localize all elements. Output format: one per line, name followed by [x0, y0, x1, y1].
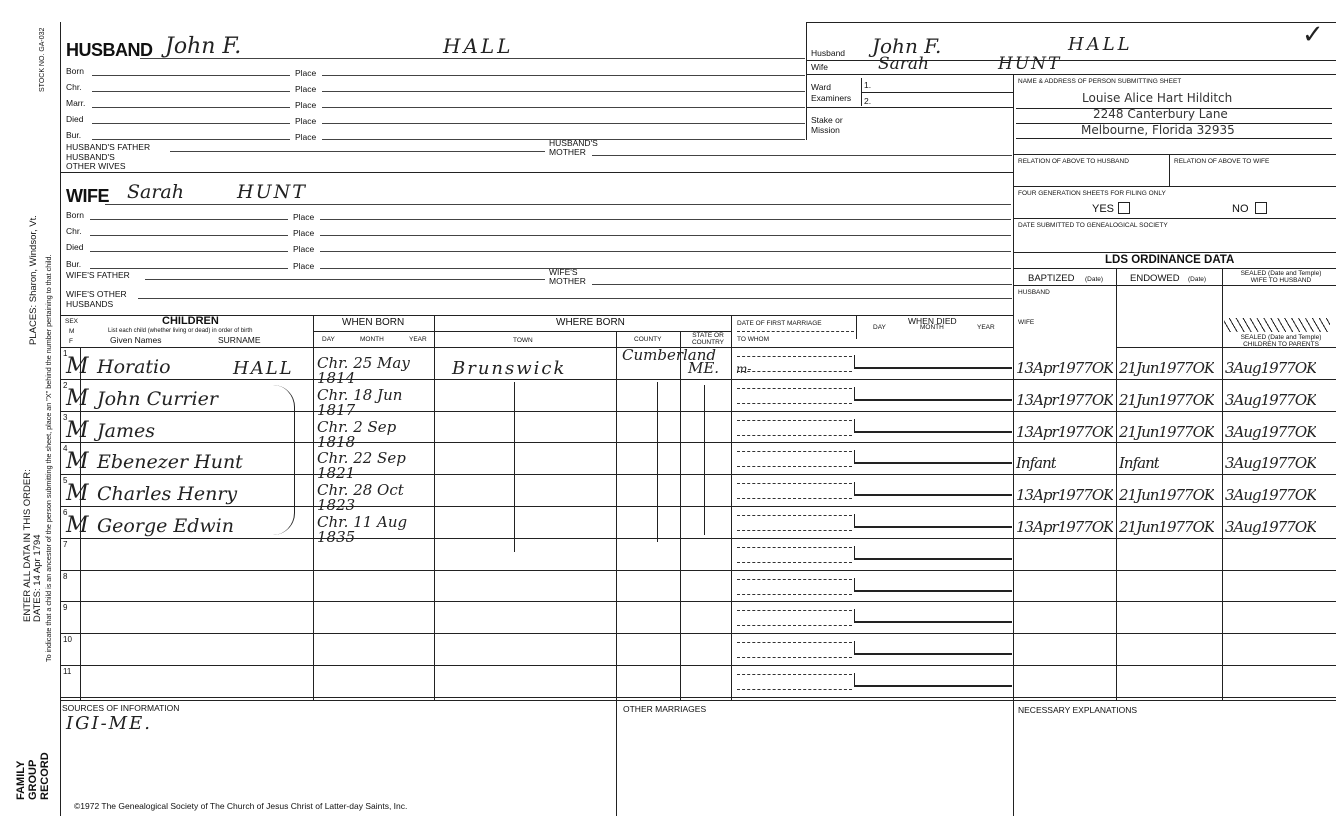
child-given-name: John Currier	[97, 387, 218, 410]
box-wife-surname: HUNT	[998, 54, 1062, 74]
surname-label: SURNAME	[218, 335, 261, 345]
ditto-line-state	[704, 385, 705, 535]
husband-mother-label: HUSBAND'S MOTHER	[549, 138, 598, 157]
child-number: 9	[63, 603, 68, 613]
child-number: 11	[63, 667, 72, 676]
child-given-name: Charles Henry	[97, 483, 238, 506]
given-names-label: Given Names	[110, 335, 162, 345]
child-birth-town: Brunswick	[452, 358, 567, 379]
husband-father-label: HUSBAND'S FATHER	[66, 142, 151, 152]
endowed-label: ENDOWED	[1130, 273, 1180, 284]
lds-husband-label: HUSBAND	[1018, 289, 1050, 296]
child-birth-date: Chr. 22 Sep 1821	[317, 449, 406, 483]
other-marriages-label: OTHER MARRIAGES	[623, 704, 707, 714]
stock-number: STOCK NO. GA-032	[39, 27, 46, 92]
child-endowed: 21Jun1977OK	[1119, 359, 1215, 377]
sex-label: SEX	[65, 318, 79, 325]
wife-place-label: Place	[293, 261, 315, 271]
child-sealed: 3Aug1977OK	[1225, 359, 1317, 377]
baptized-label: BAPTIZED	[1028, 273, 1075, 284]
child-given-name: Ebenezer Hunt	[97, 451, 243, 474]
no-checkbox[interactable]	[1255, 202, 1267, 214]
child-sealed: 3Aug1977OK	[1225, 518, 1317, 536]
child-endowed: 21Jun1977OK	[1119, 422, 1215, 441]
form-title: FAMILY	[15, 760, 27, 800]
children-note: List each child (whether living or dead) in order of birth	[108, 328, 253, 334]
child-surname: HALL	[233, 358, 294, 379]
box-wife-given: Sarah	[878, 54, 929, 74]
child-baptized: 13Apr1977OK	[1016, 486, 1114, 505]
child-endowed: 21Jun1977OK	[1119, 390, 1215, 409]
child-sex: M	[66, 417, 89, 443]
form-title-2: GROUP	[27, 759, 39, 800]
child-number: 7	[63, 539, 68, 549]
submitter-label: NAME & ADDRESS OF PERSON SUBMITTING SHEET	[1018, 78, 1182, 85]
child-endowed: 21Jun1977OK	[1119, 518, 1215, 536]
child-baptized: 13Apr1977OK	[1016, 359, 1114, 377]
child-birth-date: Chr. 2 Sep 1818	[317, 417, 397, 451]
examiners-label: Examiners	[811, 93, 852, 103]
husband-place-label: Place	[295, 84, 317, 94]
enter-all-instruction: ENTER ALL DATA IN THIS ORDER:	[22, 469, 33, 622]
child-birth-date: Chr. 25 May 1814	[317, 354, 410, 387]
ditto-line-county	[657, 382, 658, 542]
endowed-date-note: (Date)	[1188, 276, 1207, 283]
stake-label: Stake or Mission	[811, 115, 843, 135]
child-baptized: Infant	[1016, 454, 1056, 473]
lds-wife-label: WIFE	[1018, 319, 1035, 326]
wife-place-label: Place	[293, 228, 315, 238]
child-sex: M	[66, 449, 89, 475]
sealed-hatch	[1224, 318, 1330, 332]
husband-marr-label: Marr.	[66, 98, 86, 108]
sealed-wife-label: SEALED (Date and Temple) WIFE TO HUSBAND	[1240, 270, 1322, 284]
husband-surname: HALL	[443, 34, 514, 58]
submitter-city: Melbourne, Florida 32935	[1081, 123, 1235, 137]
check-mark: ✓	[1302, 20, 1324, 50]
top-border	[806, 22, 1336, 23]
child-given-name: George Edwin	[97, 515, 234, 537]
date-submitted-label: DATE SUBMITTED TO GENEALOGICAL SOCIETY	[1018, 222, 1168, 229]
wife-given: Sarah	[127, 181, 184, 203]
sex-f: F	[69, 338, 73, 345]
baptized-date-note: (Date)	[1085, 276, 1104, 283]
when-born-label: WHEN BORN	[342, 317, 405, 328]
born-month: MONTH	[360, 336, 384, 343]
husband-given: John F.	[165, 34, 242, 59]
wife-chr-label: Chr.	[66, 226, 82, 236]
died-day: DAY	[873, 324, 886, 331]
relation-wife-label: RELATION OF ABOVE TO WIFE	[1174, 158, 1270, 165]
child-given-name: James	[97, 419, 155, 442]
child-baptized: 13Apr1977OK	[1016, 390, 1114, 409]
husband-other-wives-label: HUSBAND'S OTHER WIVES	[66, 152, 126, 171]
sources-label: SOURCES OF INFORMATION	[62, 703, 180, 713]
ditto-line-names	[273, 385, 295, 535]
child-number: 10	[63, 635, 72, 645]
ditto-line-town	[514, 382, 515, 552]
born-day: DAY	[322, 336, 335, 343]
when-died-label: WHEN DIED	[908, 316, 957, 326]
child-birth-state: ME.	[688, 359, 720, 377]
husband-place-label: Place	[295, 68, 317, 78]
lds-title: LDS ORDINANCE DATA	[1105, 254, 1235, 266]
child-sealed: 3Aug1977OK	[1225, 486, 1317, 505]
husband-place-label: Place	[295, 100, 317, 110]
child-baptized: 13Apr1977OK	[1016, 422, 1114, 441]
examiner-2: 2.	[864, 96, 872, 106]
child-number: 4	[63, 444, 68, 454]
child-number: 3	[63, 412, 68, 422]
county-label: COUNTY	[634, 336, 662, 343]
yes-checkbox[interactable]	[1118, 202, 1130, 214]
box-husband-label: Husband	[811, 48, 846, 58]
sealed-children-label: SEALED (Date and Temple) CHILDREN TO PARENTS	[1240, 334, 1322, 348]
box-husband-given: John F.	[872, 34, 942, 58]
child-sealed: 3Aug1977OK	[1225, 454, 1317, 473]
husband-place-label: Place	[295, 132, 317, 142]
child-number: 5	[63, 476, 68, 486]
child-birth-date: Chr. 28 Oct 1823	[317, 481, 404, 515]
center-divider	[806, 22, 807, 140]
wife-father-label: WIFE'S FATHER	[66, 270, 130, 280]
submitter-street: 2248 Canterbury Lane	[1093, 107, 1228, 121]
wife-place-label: Place	[293, 244, 315, 254]
yes-label: YES	[1092, 203, 1115, 215]
child-number: 1	[63, 349, 68, 358]
examiner-1: 1.	[864, 80, 872, 90]
child-endowed: 21Jun1977OK	[1119, 486, 1215, 505]
box-husband-surname: HALL	[1068, 34, 1133, 55]
wife-other-husbands-label: WIFE'S OTHER HUSBANDS	[66, 289, 127, 309]
wife-bur-label: Bur.	[66, 259, 82, 269]
child-endowed: Infant	[1119, 454, 1159, 473]
first-marriage-label: DATE OF FIRST MARRIAGE	[737, 320, 822, 327]
husband-died-label: Died	[66, 114, 84, 124]
children-label: CHILDREN	[162, 315, 219, 327]
child-sex: M	[66, 481, 89, 507]
wife-surname: HUNT	[237, 181, 307, 203]
child-baptized: 13Apr1977OK	[1016, 518, 1114, 536]
child-number: 8	[63, 571, 68, 581]
born-year: YEAR	[409, 336, 427, 343]
submitter-name: Louise Alice Hart Hilditch	[1082, 91, 1233, 105]
child-birth-date: Chr. 11 Aug 1835	[317, 513, 408, 546]
wife-label: WIFE	[66, 186, 109, 206]
four-gen-label: FOUR GENERATION SHEETS FOR FILING ONLY	[1018, 190, 1166, 197]
wife-died-label: Died	[66, 242, 84, 252]
ward-label: Ward	[811, 82, 831, 92]
died-year: YEAR	[977, 324, 995, 331]
child-given-name: Horatio	[97, 356, 171, 378]
necessary-explanations-label: NECESSARY EXPLANATIONS	[1018, 705, 1138, 715]
husband-label: HUSBAND	[66, 40, 153, 60]
husband-chr-label: Chr.	[66, 82, 82, 92]
husband-born-label: Born	[66, 66, 84, 76]
places-instruction: PLACES: Sharon, Windsor, Vt.	[28, 215, 39, 345]
child-marriage: m-	[736, 362, 752, 376]
wife-place-label: Place	[293, 212, 315, 222]
child-sex: M	[66, 385, 89, 411]
copyright: ©1972 The Genealogical Society of The Church of Jesus Christ of Latter-day Saints, Inc.	[74, 801, 408, 811]
wife-mother-label: WIFE'S MOTHER	[549, 267, 586, 286]
sources-value: IGI-ME.	[66, 713, 152, 734]
died-month: MONTH	[920, 324, 944, 331]
husband-bur-label: Bur.	[66, 130, 82, 140]
child-sex: M	[66, 354, 89, 379]
child-sealed: 3Aug1977OK	[1225, 422, 1317, 441]
child-birth-county: Cumberland	[622, 346, 717, 364]
child-number: 2	[63, 380, 68, 390]
to-whom-label: TO WHOM	[737, 336, 770, 343]
child-sex: M	[66, 513, 89, 538]
wife-born-label: Born	[66, 210, 84, 220]
relation-husband-label: RELATION OF ABOVE TO HUSBAND	[1018, 158, 1129, 165]
child-number: 6	[63, 508, 68, 517]
child-birth-date: Chr. 18 Jun 1817	[317, 385, 403, 419]
state-label: STATE OR COUNTRY	[691, 332, 725, 346]
where-born-label: WHERE BORN	[556, 317, 625, 328]
ancestor-instruction: To indicate that a child is an ancestor of the person submitting the sheet, place an "X" behind the number pertaining to that child.	[44, 254, 53, 662]
husband-place-label: Place	[295, 116, 317, 126]
no-label: NO	[1232, 203, 1249, 215]
sex-m: M	[69, 328, 75, 335]
box-wife-label: Wife	[811, 62, 828, 72]
child-sealed: 3Aug1977OK	[1225, 390, 1317, 409]
town-label: TOWN	[513, 337, 533, 344]
dates-instruction: DATES: 14 Apr 1794	[32, 534, 43, 622]
form-title-3: RECORD	[39, 752, 51, 800]
